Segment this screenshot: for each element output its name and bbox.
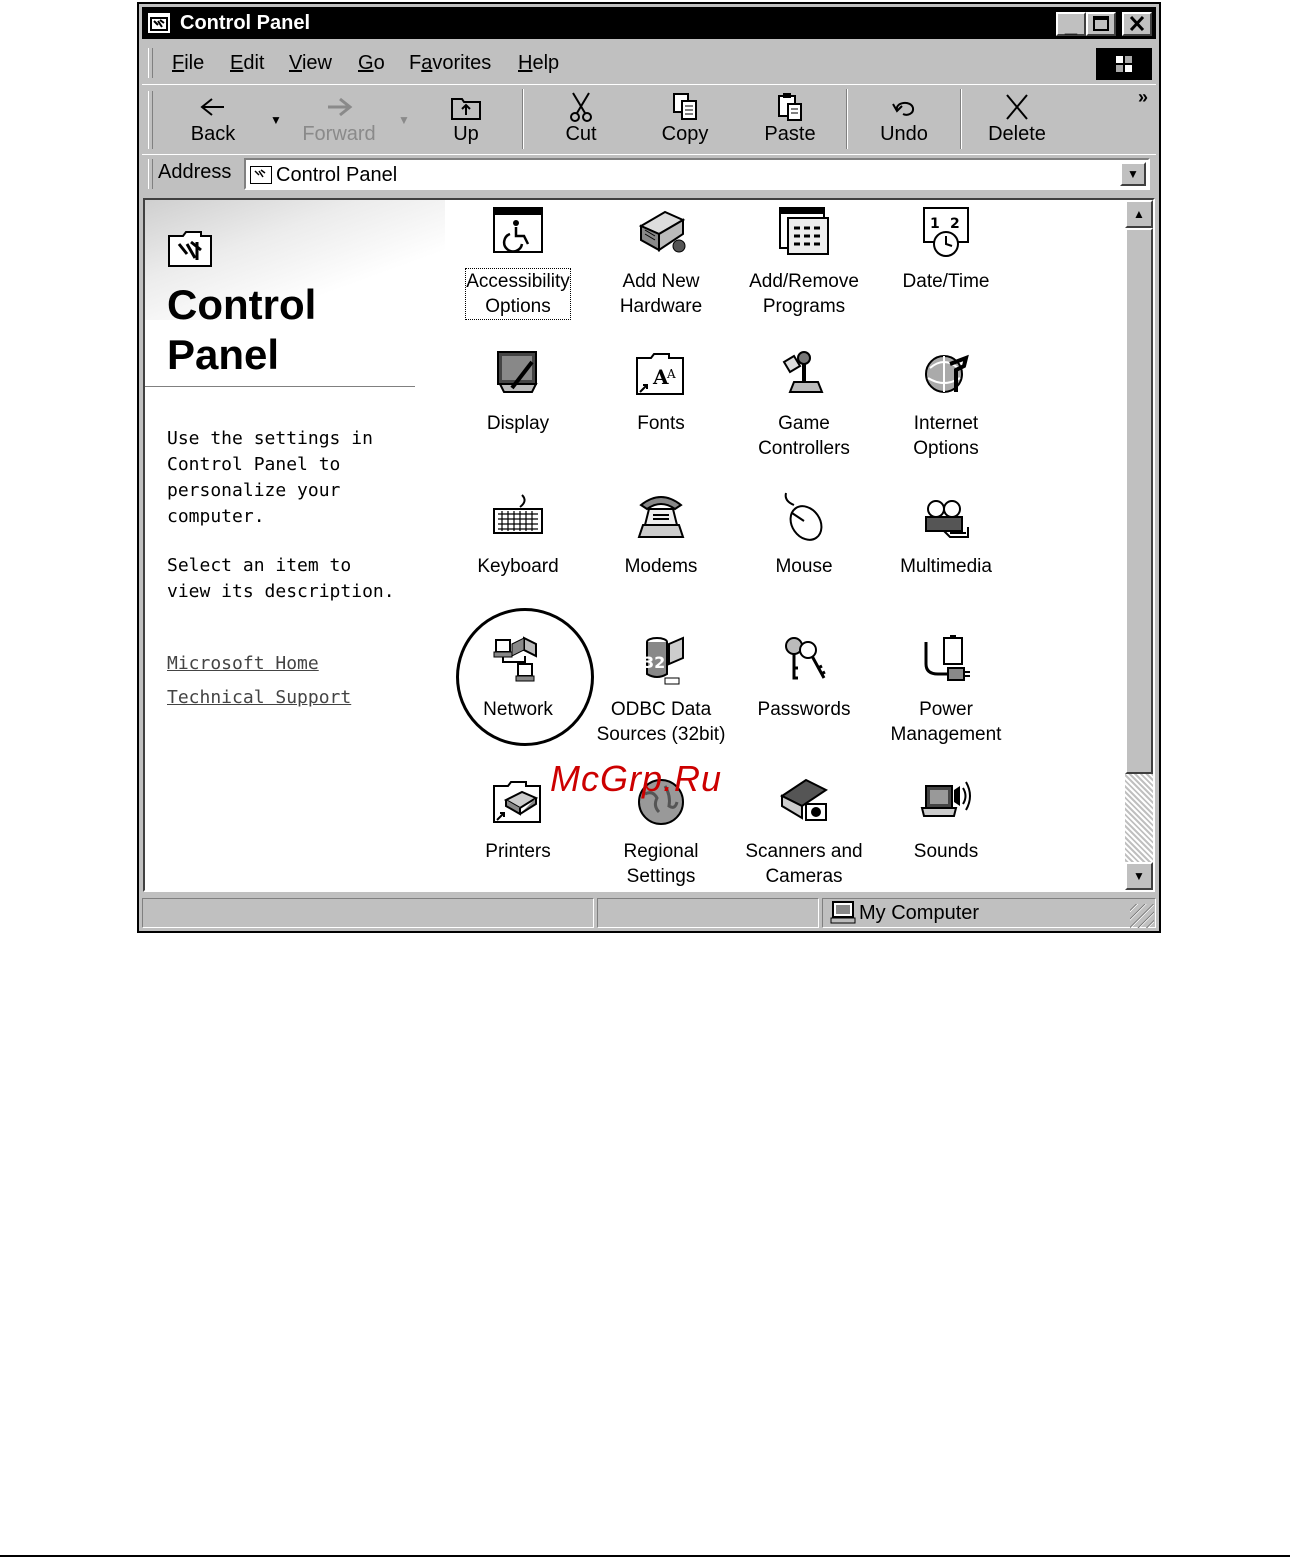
forward-arrow-icon: [324, 95, 354, 119]
description-text: [167, 426, 407, 530]
control-panel-small-icon: [250, 166, 272, 184]
highlight-circle: [456, 608, 594, 746]
item-passwords[interactable]: [734, 634, 874, 722]
odbc-icon: [635, 634, 687, 686]
item-label: Regional: [623, 841, 699, 862]
item-fonts[interactable]: [591, 348, 731, 436]
item-label: Fonts: [637, 413, 685, 434]
power-management-icon: [920, 634, 972, 686]
menu-bar: [142, 44, 1156, 84]
multimedia-icon: [920, 491, 972, 543]
divider: [145, 386, 415, 388]
item-label: Date/Time: [902, 271, 990, 292]
item-display[interactable]: [448, 348, 588, 436]
mouse-icon: [778, 491, 830, 543]
copy-icon: [670, 92, 700, 122]
item-modems[interactable]: [591, 491, 731, 579]
item-label: Add New: [622, 271, 700, 292]
game-controllers-icon: [778, 348, 830, 400]
scissors-icon: [567, 91, 595, 123]
control-panel-folder-icon: [167, 228, 213, 268]
item-label: Controllers: [758, 438, 850, 459]
control-panel-window: [137, 2, 1161, 933]
address-dropdown-button[interactable]: ▼: [1120, 162, 1146, 186]
item-multimedia[interactable]: [876, 491, 1016, 579]
printers-icon: [492, 776, 544, 828]
item-label: Sounds: [913, 841, 979, 862]
cut-button[interactable]: [536, 91, 626, 146]
undo-icon: [889, 94, 919, 120]
item-label: Add/Remove: [749, 271, 859, 292]
menu-bar-grip[interactable]: [148, 48, 153, 78]
forward-button[interactable]: [294, 91, 384, 146]
add-hardware-icon: [635, 206, 687, 258]
toolbar-separator: [522, 89, 524, 149]
description-line: Control Panel to: [167, 454, 341, 475]
microsoft-home-link[interactable]: Microsoft Home: [167, 653, 319, 674]
watermark-text: McGrp.Ru: [550, 758, 723, 799]
item-game-controllers[interactable]: [734, 348, 874, 461]
item-label: Keyboard: [477, 556, 559, 577]
window-title: Control Panel: [180, 12, 311, 34]
toolbar-separator: [960, 89, 962, 149]
instruction-text: [167, 553, 407, 605]
description-line: Use the settings in: [167, 428, 373, 449]
passwords-icon: [778, 634, 830, 686]
menu-favorites[interactable]: Favorites: [409, 52, 492, 74]
forward-dropdown-icon[interactable]: ▼: [398, 113, 410, 127]
item-power-management[interactable]: [876, 634, 1016, 747]
windows-logo-icon: [1096, 48, 1152, 80]
copy-button[interactable]: [640, 91, 730, 146]
item-label: Accessibility: [466, 271, 570, 292]
menu-view[interactable]: View: [289, 52, 332, 74]
toolbar-more-chevron-icon[interactable]: »: [1137, 87, 1148, 107]
item-label: Settings: [626, 866, 696, 887]
item-label: ODBC Data: [610, 699, 712, 720]
item-label: Sources (32bit): [596, 724, 726, 745]
scroll-track[interactable]: [1125, 774, 1153, 864]
back-label: Back: [190, 123, 236, 145]
page-title: [167, 280, 316, 380]
status-pane-size: [597, 898, 819, 928]
address-bar: [142, 154, 1156, 195]
scroll-thumb[interactable]: [1125, 228, 1153, 774]
up-folder-icon: [450, 93, 482, 121]
item-label: Hardware: [619, 296, 703, 317]
minimize-button[interactable]: _: [1056, 12, 1086, 36]
page-title-line1: Control: [167, 281, 317, 328]
item-label: Printers: [485, 841, 551, 862]
toolbar-grip[interactable]: [148, 91, 153, 149]
menu-edit[interactable]: Edit: [230, 52, 265, 74]
resize-grip[interactable]: [1130, 904, 1154, 928]
cut-label: Cut: [565, 123, 597, 145]
status-pane-text: [142, 898, 594, 928]
item-accessibility-options[interactable]: [448, 206, 588, 319]
item-label: Scanners and: [745, 841, 863, 862]
copy-label: Copy: [661, 123, 709, 145]
scroll-down-button[interactable]: ▼: [1125, 862, 1153, 890]
item-keyboard[interactable]: [448, 491, 588, 579]
item-label: Power: [919, 699, 973, 720]
address-input[interactable]: [244, 158, 1150, 190]
standard-toolbar: [142, 84, 1156, 155]
menu-help[interactable]: Help: [518, 52, 560, 74]
maximize-button[interactable]: [1086, 12, 1116, 36]
technical-support-link[interactable]: Technical Support: [167, 687, 352, 708]
page-title-line2: Panel: [167, 331, 280, 378]
toolbar-separator: [846, 89, 848, 149]
item-date-time[interactable]: [876, 206, 1016, 294]
content-area: [143, 198, 1155, 892]
accessibility-icon: [492, 206, 544, 258]
menu-go[interactable]: Go: [358, 52, 385, 74]
close-button[interactable]: [1122, 12, 1152, 36]
up-label: Up: [453, 123, 479, 145]
delete-label: Delete: [988, 123, 1046, 145]
paste-button[interactable]: [745, 91, 835, 146]
delete-x-icon: [1003, 92, 1031, 122]
item-label: Options: [913, 438, 979, 459]
item-label: Passwords: [757, 699, 851, 720]
item-label: Programs: [762, 296, 846, 317]
svg-text:A: A: [653, 365, 669, 389]
paste-icon: [775, 92, 805, 122]
svg-text:A: A: [667, 367, 676, 381]
keyboard-icon: [492, 491, 544, 543]
modems-icon: [635, 491, 687, 543]
scanners-cameras-icon: [778, 776, 830, 828]
item-label: Game: [778, 413, 830, 434]
page-bottom-rule: [0, 1555, 1290, 1557]
status-bar: [142, 896, 1156, 930]
svg-text:1: 1: [930, 216, 940, 232]
date-time-icon: [920, 206, 972, 258]
fonts-icon: [635, 348, 687, 400]
instruction-line: view its description.: [167, 581, 395, 602]
control-panel-app-icon: [148, 13, 170, 33]
item-label: Options: [485, 296, 551, 317]
item-add-remove-programs[interactable]: [734, 206, 874, 319]
item-label: Mouse: [775, 556, 833, 577]
forward-label: Forward: [302, 123, 376, 145]
my-computer-icon: [829, 901, 857, 931]
delete-button[interactable]: [972, 91, 1062, 146]
status-pane-zone: [822, 898, 1156, 928]
item-label: Modems: [624, 556, 698, 577]
item-scanners-and-cameras[interactable]: [734, 776, 874, 889]
item-odbc-data-sources[interactable]: [591, 634, 731, 747]
back-arrow-icon: [198, 95, 228, 119]
add-remove-programs-icon: [778, 206, 830, 258]
item-mouse[interactable]: [734, 491, 874, 579]
description-line: computer.: [167, 506, 265, 527]
item-label: Internet: [913, 413, 979, 434]
item-add-new-hardware[interactable]: [591, 206, 731, 319]
item-label: Cameras: [765, 866, 843, 887]
svg-text:32: 32: [643, 653, 666, 672]
zone-label: My Computer: [859, 902, 980, 924]
paste-label: Paste: [764, 123, 816, 145]
instruction-line: Select an item to: [167, 555, 352, 576]
info-pane: [145, 200, 445, 890]
sounds-icon: [920, 776, 972, 828]
back-dropdown-icon[interactable]: ▼: [270, 113, 282, 127]
undo-label: Undo: [880, 123, 928, 145]
internet-options-icon: [920, 348, 972, 400]
up-button[interactable]: [421, 91, 511, 146]
item-label: Network: [483, 699, 553, 720]
address-bar-grip[interactable]: [148, 159, 153, 189]
back-button[interactable]: [168, 91, 258, 146]
title-bar[interactable]: [142, 7, 1156, 39]
item-label: Management: [890, 724, 1002, 745]
svg-text:2: 2: [950, 216, 960, 232]
menu-file[interactable]: File: [172, 52, 205, 74]
item-sounds[interactable]: [876, 776, 1016, 864]
description-line: personalize your: [167, 480, 341, 501]
address-label: Address: [158, 161, 232, 183]
item-internet-options[interactable]: [876, 348, 1016, 461]
address-value: Control Panel: [276, 164, 398, 186]
vertical-scrollbar[interactable]: [1125, 200, 1153, 890]
display-icon: [492, 348, 544, 400]
undo-button[interactable]: [859, 91, 949, 146]
scroll-up-button[interactable]: ▲: [1125, 200, 1153, 228]
item-label: Display: [486, 413, 550, 434]
item-label: Multimedia: [900, 556, 992, 577]
